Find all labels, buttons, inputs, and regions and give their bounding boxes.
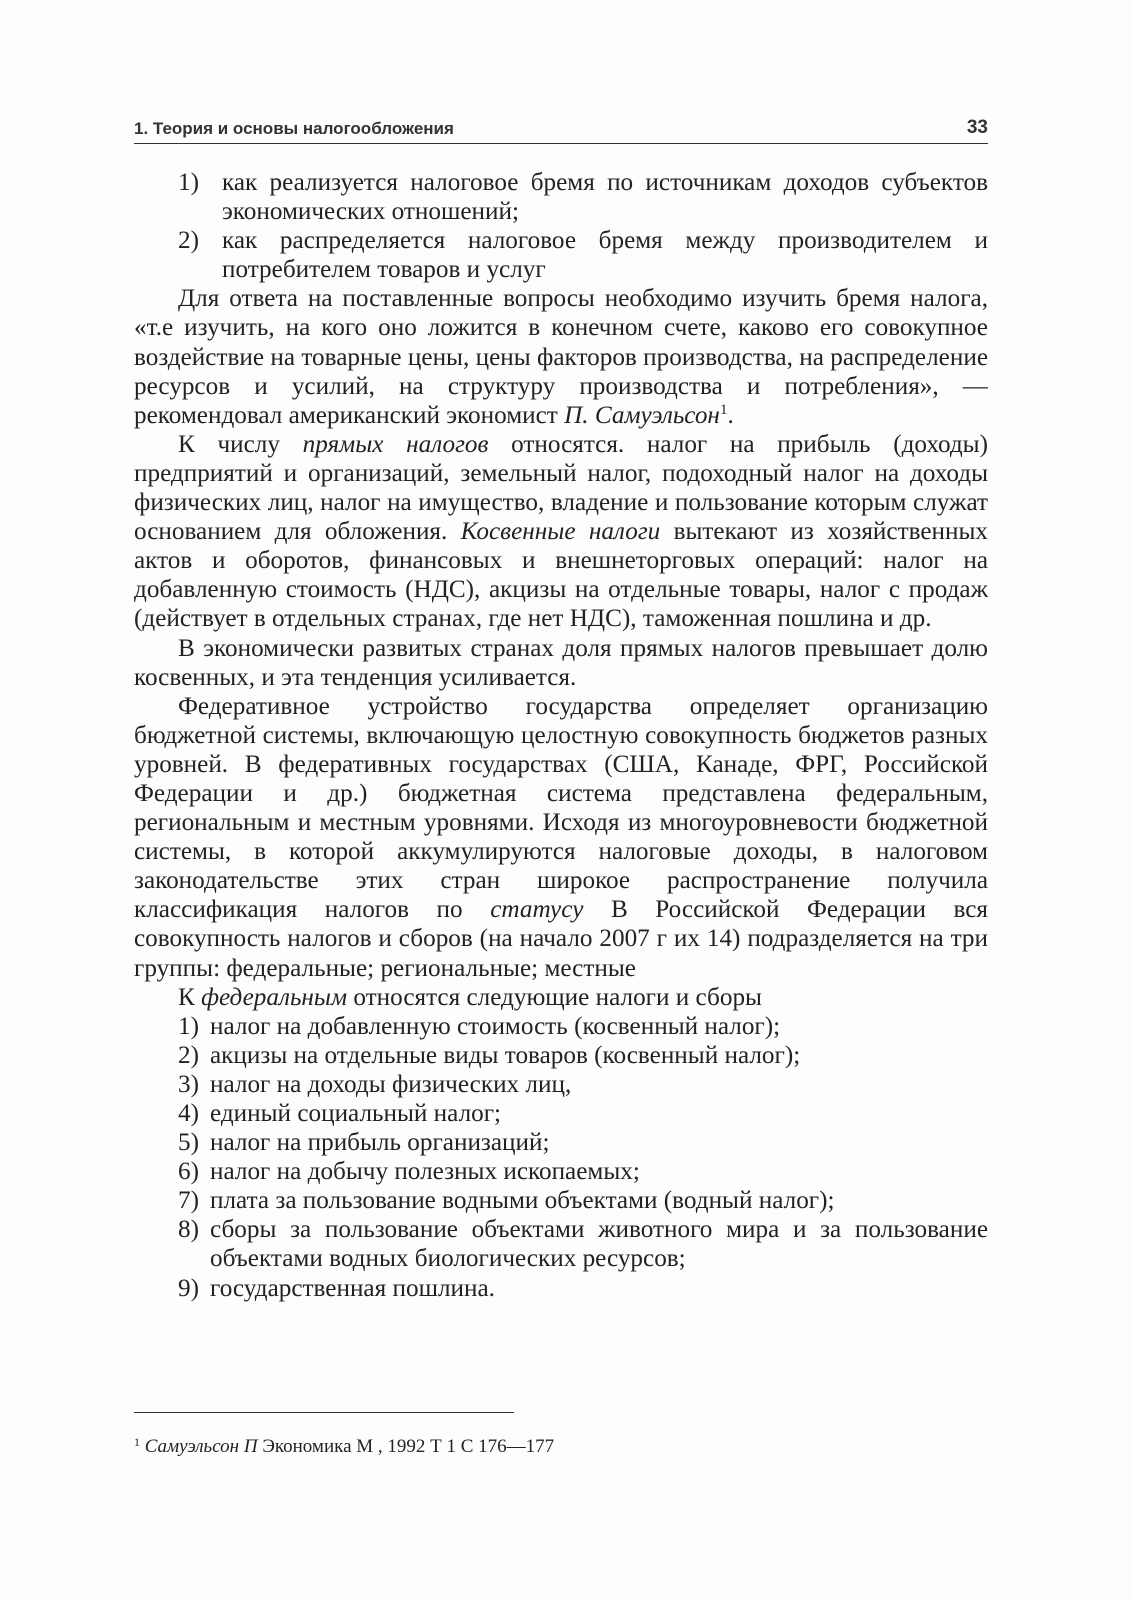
list-item [134,1215,988,1273]
list-item-text: единый социальный налог; [210,1100,502,1127]
list-item [134,1012,988,1041]
paragraph-text: Для ответа на поставленные вопросы необходимо изучить бремя налога, «т.е изучить, на кого оно ложится в конечном счете, каково его совокупное воздействие на товарные цены, цены факторов производства, на распределение ресурсов и усилий, на структуру производства и потребления», — рекомендовал американский экономист [134,285,988,429]
paragraph-text: В Российской Федерации вся совокупность налогов и сборов (на начало 2007 г их 14) подразделяется на три группы: федеральные; региональные; местные [134,896,989,982]
list-item [134,1070,988,1099]
list-item-text: налог на добавленную стоимость (косвенный налог); [210,1012,781,1040]
list-item-number: 9) [178,1274,199,1302]
list-item [134,1099,988,1128]
list-item-text: как распределяется налоговое бремя между производителем и потребителем товаров и услуг [222,227,988,284]
author-name: П. Самуэльсон [564,401,720,429]
footnote [134,1430,988,1459]
intro-list [134,168,988,284]
list-item [134,226,988,284]
footnote-text: Экономика М , 1992 Т 1 С 176—177 [257,1436,555,1457]
paragraph-text: относятся. налог на прибыль (доходы) предприятий и организаций, земельный налог, подоходный налог на доходы физических лиц, налог на имущество, владение и пользование которым служат основанием для обложения. [134,430,988,546]
list-item-text: сборы за пользование объектами животного мира и за пользование объектами водных биологических ресурсов; [210,1216,988,1273]
list-item-number: 6) [178,1158,199,1186]
list-item-number: 1) [178,1012,199,1040]
paragraph-text: К числу [178,430,303,458]
list-item-text: налог на прибыль организаций; [210,1129,550,1157]
list-item-text: налог на доходы физических лиц, [210,1070,572,1098]
paragraph-text: К [178,983,202,1011]
list-item-number: 2) [178,1041,199,1069]
footnote-reference: 1 [719,401,728,418]
list-item-number: 2) [178,227,199,255]
list-item-text: налог на добычу полезных ископаемых; [210,1158,640,1186]
body-text [134,168,988,1303]
paragraph-direct-indirect [134,430,988,634]
term-indirect-taxes: Косвенные налоги [460,518,661,546]
list-item-number: 5) [178,1129,199,1157]
paragraph-trend: В экономически развитых странах доля прямых налогов превышает долю косвенных, и эта тенденция усиливается. [134,634,988,691]
running-head-title: 1. Теория и основы налогообложения [134,119,454,138]
paragraph-end: . [727,401,734,429]
term-status: статусу [490,896,584,924]
list-item-text: государственная пошлина. [210,1274,495,1302]
list-item [134,1128,988,1157]
list-item [134,1274,988,1303]
paragraph-text: относятся следующие налоги и сборы [347,983,762,1011]
list-item-text: акцизы на отдельные виды товаров (косвенный налог); [210,1041,801,1069]
paragraph-federal-intro [134,983,988,1012]
list-item [134,1157,988,1186]
list-item-number: 3) [178,1070,199,1098]
list-item-text: как реализуется налоговое бремя по источникам доходов субъектов экономических отношений; [222,169,988,226]
footnote-author: Самуэльсон П [144,1436,258,1457]
footnote-divider [134,1412,514,1413]
running-head [134,113,988,144]
list-item [134,1041,988,1070]
footnote-mark: 1 [134,1435,140,1449]
list-item-number: 4) [178,1100,199,1127]
list-item-number: 8) [178,1216,199,1244]
page-number: 33 [966,117,988,138]
paragraph-text: Федеративное устройство государства определяет организацию бюджетной системы, включающую целостную совокупность бюджетов разных уровней. В федеративных государствах (США, Канаде, ФРГ, Российской Федерации и др.) бюджетная система представлена федеральным, региональным и местным уровнями. Исходя из многоуровневости бюджетной системы, в которой аккумулируются налоговые доходы, в налоговом законодательстве этих стран широкое распространение получила классификация налогов по [134,692,988,924]
term-federal: федеральным [201,983,348,1011]
paragraph-federal-structure [134,692,988,983]
federal-taxes-list [134,1012,988,1303]
term-direct-taxes: прямых налогов [302,430,489,458]
list-item-text: плата за пользование водными объектами (водный налог); [210,1187,835,1215]
list-item [134,168,988,226]
paragraph-burden [134,284,988,429]
list-item-number: 7) [178,1187,199,1215]
list-item [134,1186,988,1215]
list-item-number: 1) [178,169,199,196]
paragraph-text: вытекают из хозяйственных актов и оборотов, финансовых и внешнеторговых операций: налог на добавленную стоимость (НДС), акцизы на отдельные товары, налог с продаж (действует в отдельных странах, где нет НДС), таможенная пошлина и др. [134,518,989,633]
